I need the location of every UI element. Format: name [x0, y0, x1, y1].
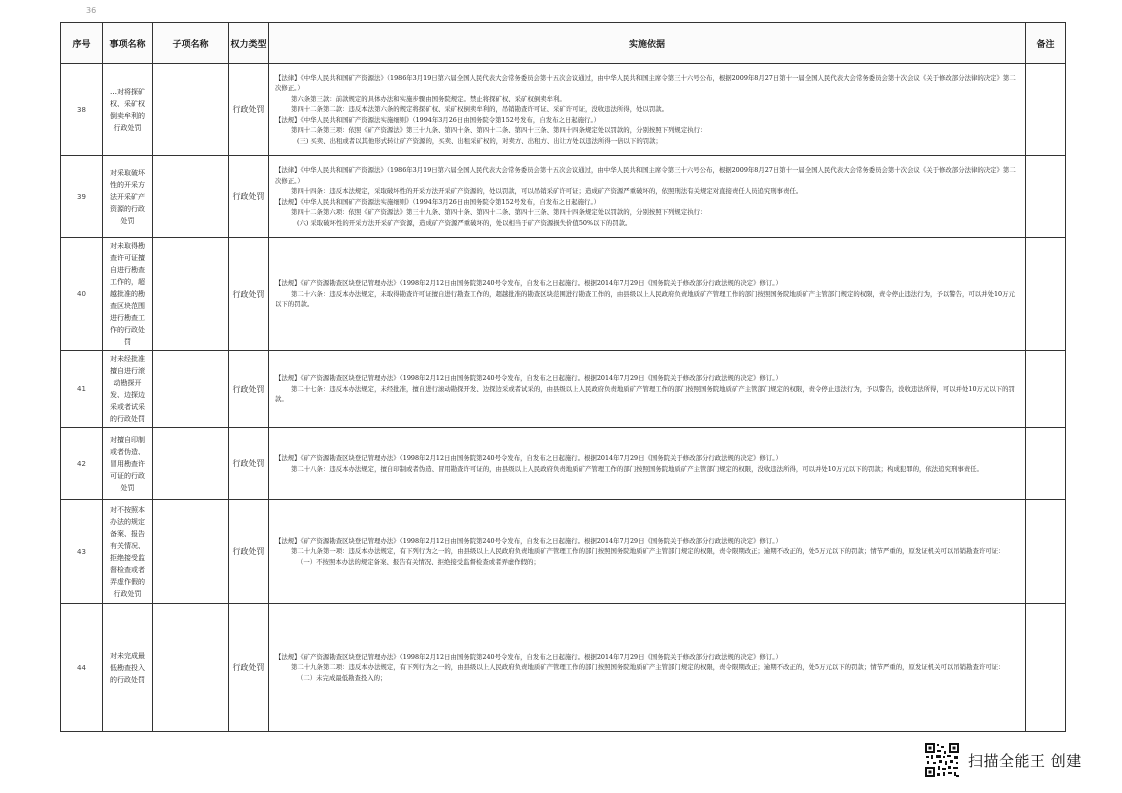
sub-item-cell	[153, 156, 229, 238]
sub-item-cell	[153, 500, 229, 604]
basis-paragraph: （二）未完成最低勘查投入的；	[297, 673, 387, 682]
row-number: 42	[61, 428, 103, 500]
note-cell	[1026, 351, 1066, 428]
power-type: 行政处罚	[229, 428, 269, 500]
note-cell	[1026, 500, 1066, 604]
basis-paragraph: 【法规】《中华人民共和国矿产资源法实施细则》（1994年3月26日由国务院令第152号发布，自发布之日起施行。）	[275, 197, 601, 206]
basis-paragraph: 【法规】《矿产资源勘查区块登记管理办法》（1998年2月12日由国务院第240号令发布，自发布之日起施行。根据2014年7月29日《国务院关于修改部分行政法规的决定》修订。）	[275, 536, 782, 545]
basis-paragraph: （一）不按照本办法的规定备案、报告有关情况、拒绝接受监督检查或者弄虚作假的；	[297, 557, 540, 566]
basis-paragraph: 【法规】《矿产资源勘查区块登记管理办法》（1998年2月12日由国务院第240号令发布，自发布之日起施行。根据2014年7月29日《国务院关于修改部分行政法规的决定》修订。）	[275, 652, 782, 661]
power-type: 行政处罚	[229, 604, 269, 732]
sub-item-cell	[153, 428, 229, 500]
sub-item-cell	[153, 604, 229, 732]
power-type: 行政处罚	[229, 500, 269, 604]
table-row	[61, 156, 1066, 238]
note-cell	[1026, 64, 1066, 156]
item-name: 对未取得勘查许可证擅自进行勘查工作的，超越批准的勘查区块范围进行勘查工作的行政处罚	[103, 238, 153, 351]
row-number: 44	[61, 604, 103, 732]
basis-paragraph: 第二十九条第一项：违反本办法规定，有下列行为之一的，由县级以上人民政府负责地质矿产管理工作的部门按照国务院地质矿产主管部门规定的权限，责令限期改正；逾期不改正的，处5万元以下的罚款；情节严重的，原发证机关可以吊销勘查许可证：	[291, 547, 1005, 556]
basis-paragraph: 【法规】《矿产资源勘查区块登记管理办法》（1998年2月12日由国务院第240号令发布，自发布之日起施行。根据2014年7月29日《国务院关于修改部分行政法规的决定》修订。）	[275, 454, 782, 462]
table-row	[61, 64, 1066, 156]
sub-item-cell	[153, 238, 229, 351]
table-header-row	[61, 23, 1066, 64]
basis-paragraph: 第四十二条第二款：违反本法第六条的规定将探矿权、采矿权倒卖牟利的，吊销勘查许可证、采矿许可证，没收违法所得，处以罚款。	[291, 105, 669, 114]
table-row	[61, 500, 1066, 604]
header-no: 序号	[61, 23, 103, 64]
item-name: 对未完成最低勘查投入的行政处罚	[103, 604, 153, 732]
power-type: 行政处罚	[229, 351, 269, 428]
row-number: 43	[61, 500, 103, 604]
basis-paragraph: (三) 买卖、出租或者以其他形式转让矿产资源的，买卖、出租采矿权的，对卖方、出租方、出让方处以违法所得一倍以下的罚款；	[297, 136, 662, 145]
table-row	[61, 351, 1066, 428]
basis-paragraph: 第四十四条：违反本法规定，采取破坏性的开采方法开采矿产资源的，处以罚款，可以吊销采矿许可证；造成矿产资源严重破坏的，依照刑法有关规定对直接责任人员追究刑事责任。	[291, 187, 803, 195]
header-sub: 子项名称	[153, 23, 229, 64]
basis-paragraph: 第二十九条第二项：违反本办法规定，有下列行为之一的，由县级以上人民政府负责地质矿产管理工作的部门按照国务院地质矿产主管部门规定的权限，责令限期改正；逾期不改正的，处5万元以下的罚款；情节严重的，原发证机关可以吊销勘查许可证：	[291, 663, 1005, 672]
basis-paragraph: 第二十六条：违反本办法规定，未取得勘查许可证擅自进行勘查工作的，超越批准的勘查区块范围进行勘查工作的，由县级以上人民政府负责地质矿产管理工作的部门按照国务院地质矿产主管部门规定的权限，责令停止违法行为，予以警告，可以并处10万元以下的罚款。	[275, 289, 1015, 309]
basis-paragraph: (六) 采取破坏性的开采方法开采矿产资源，造成矿产资源严重破坏的，处以相当于矿产资源损失价值50%以下的罚款。	[297, 218, 632, 227]
basis-paragraph: 【法律】《中华人民共和国矿产资源法》（1986年3月19日第六届全国人民代表大会常务委员会第十五次会议通过，由中华人民共和国主席令第三十六号公布，根据2009年8月27日第十一届全国人民代表大会常务委员会第十次会议《关于修改部分法律的决定》第二次修正。）	[275, 73, 1016, 93]
note-cell	[1026, 604, 1066, 732]
header-type: 权力类型	[229, 23, 269, 64]
power-type: 行政处罚	[229, 238, 269, 351]
note-cell	[1026, 156, 1066, 238]
basis-paragraph: 【法律】《中华人民共和国矿产资源法》（1986年3月19日第六届全国人民代表大会常务委员会第十五次会议通过，由中华人民共和国主席令第三十六号公布，根据2009年8月27日第十一届全国人民代表大会常务委员会第十次会议《关于修改部分法律的决定》第二次修正。）	[275, 166, 1016, 185]
table-row	[61, 604, 1066, 732]
basis-paragraph: 【法规】《中华人民共和国矿产资源法实施细则》（1994年3月26日由国务院令第152号发布，自发布之日起施行。）	[275, 115, 601, 124]
enforcement-table	[60, 22, 1066, 732]
legal-basis	[269, 428, 1026, 500]
power-type: 行政处罚	[229, 156, 269, 238]
table-row	[61, 428, 1066, 500]
power-type: 行政处罚	[229, 64, 269, 156]
legal-basis	[269, 351, 1026, 428]
item-name: …对将探矿权、采矿权倒卖牟利的行政处罚	[103, 64, 153, 156]
note-cell	[1026, 238, 1066, 351]
row-number: 41	[61, 351, 103, 428]
sub-item-cell	[153, 64, 229, 156]
legal-basis	[269, 500, 1026, 604]
basis-paragraph: 第四十二条第六项：依照《矿产资源法》第三十九条、第四十条、第四十二条、第四十三条、第四十四条规定处以罚款的，分别按照下列规定执行：	[291, 208, 707, 216]
legal-basis	[269, 238, 1026, 351]
scanner-watermark	[924, 742, 1082, 778]
legal-basis	[269, 64, 1026, 156]
legal-basis	[269, 156, 1026, 238]
basis-paragraph: 第六条第三款：前款规定的具体办法和实施步骤由国务院规定。禁止将探矿权、采矿权倒卖牟利。	[291, 94, 566, 103]
item-name: 对采取破坏性的开采方法开采矿产资源的行政处罚	[103, 156, 153, 238]
row-number: 40	[61, 238, 103, 351]
basis-paragraph: 第二十八条：违反本办法规定，擅自印制或者伪造、冒用勘查许可证的，由县级以上人民政府负责地质矿产管理工作的部门按照国务院地质矿产主管部门规定的权限，没收违法所得，可以并处10万元以下的罚款；构成犯罪的，依法追究刑事责任。	[291, 464, 983, 473]
item-name: 对未经批准擅自进行滚动勘探开发、边探边采或者试采的行政处罚	[103, 351, 153, 428]
qr-code-icon	[924, 742, 960, 778]
header-note: 备注	[1026, 23, 1066, 64]
basis-paragraph: 第二十七条：违反本办法规定，未经批准，擅自进行滚动勘探开发、边探边采或者试采的，由县级以上人民政府负责地质矿产管理工作的部门按照国务院地质矿产主管部门规定的权限，责令停止违法行为，予以警告，没收违法所得，可以并处10万元以下的罚款。	[275, 384, 1015, 404]
table-row	[61, 238, 1066, 351]
brand-label: 扫描全能王 创建	[968, 751, 1082, 770]
legal-basis	[269, 604, 1026, 732]
basis-paragraph: 第四十二条第三项：依照《矿产资源法》第三十九条、第四十条、第四十二条、第四十三条、第四十四条规定处以罚款的，分别按照下列规定执行：	[291, 126, 707, 135]
basis-paragraph: 【法规】《矿产资源勘查区块登记管理办法》（1998年2月12日由国务院第240号令发布，自发布之日起施行。根据2014年7月29日《国务院关于修改部分行政法规的决定》修订。）	[275, 279, 782, 288]
note-cell	[1026, 428, 1066, 500]
header-item: 事项名称	[103, 23, 153, 64]
row-number: 38	[61, 64, 103, 156]
item-name: 对不按照本办法的规定备案、报告有关情况、拒绝接受监督检查或者弄虚作假的行政处罚	[103, 500, 153, 604]
basis-paragraph: 【法规】《矿产资源勘查区块登记管理办法》（1998年2月12日由国务院第240号令发布，自发布之日起施行。根据2014年7月29日《国务院关于修改部分行政法规的决定》修订。）	[275, 374, 782, 383]
header-basis: 实施依据	[269, 23, 1026, 64]
item-name: 对擅自印制或者伪造、冒用勘查许可证的行政处罚	[103, 428, 153, 500]
row-number: 39	[61, 156, 103, 238]
page-number: 36	[86, 6, 97, 15]
sub-item-cell	[153, 351, 229, 428]
